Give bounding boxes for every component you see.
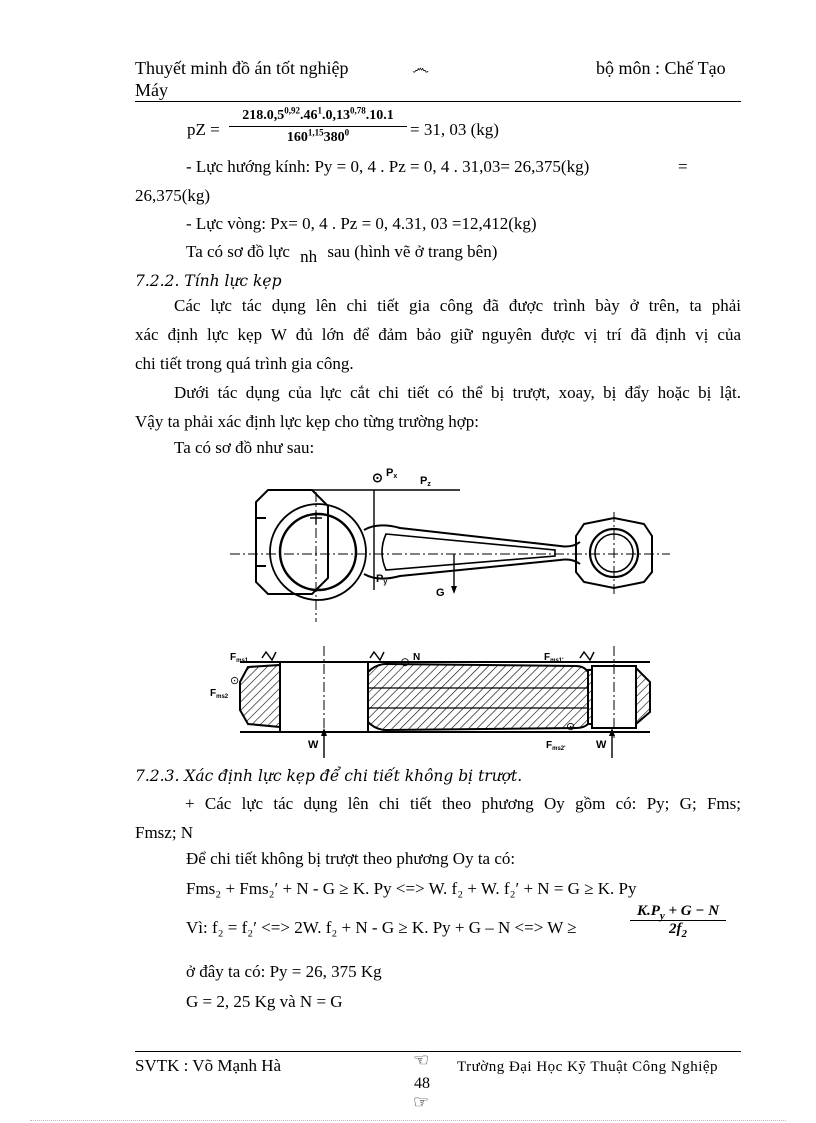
top-center-lines [230,492,670,622]
formula-pz-denominator [229,127,407,146]
formula-pz-numerator [229,105,407,127]
footer-left: SVTK : Võ Mạnh Hà [135,1056,282,1075]
exp-den-b: 0 [344,127,350,138]
p1-line2: xác định lực kẹp W đủ lớn để đảm bảo giữ nguyên được vị trí đã định vị của [135,325,741,344]
header-right: bộ môn : Chế Tạo [596,58,726,78]
line-py-eq: = [678,157,688,176]
label-w2: W [596,739,607,751]
formula-pz-lhs: pZ = [187,120,220,139]
num-b: .46 [300,108,318,123]
label-fms2p: $F_{ms2'}$ [546,740,566,752]
section-723-title: 7.2.3. Xác định lực kẹp để chi tiết không bị trượt. [135,767,523,785]
eq2-num-sub: y [659,910,665,922]
p1-line3: chi tiết trong quá trình gia công. [135,354,354,373]
exp-a: 0,92 [284,105,300,116]
eq2-num: K.P [636,903,660,919]
exp-c: 0,78 [350,105,366,116]
eq2-num-rest: + G − N [664,903,720,919]
circle-dot-icon-left: ⊙ [230,675,240,687]
den-a: 160 [286,130,308,145]
line-py: - Lực hướng kính: Py = 0, 4 . Pz = 0, 4 . 31,03= 26,375(kg) [186,157,590,176]
equation-1: Fms₂ + Fms₂′ + N - G ≥ K. Py <=> W. f₂ + W. f₂′ + N = G ≥ K. Py [186,879,637,898]
line-py-cont: 26,375(kg) [135,186,211,205]
eq2-numerator [630,903,726,921]
circle-dot-icon-n: ⊙ [400,655,411,669]
diagram-ref-b: nh [300,247,318,266]
num-c: .0,13 [322,108,350,123]
p723-line2: Fmsz; N [135,823,194,842]
eq2-den-sub: 2 [681,928,687,940]
formula-pz-fraction [229,105,407,146]
footer-page-number: 48 [414,1075,430,1092]
label-w1: W [308,739,319,751]
section-723-para2: Để chi tiết không bị trượt theo phương Oy ta có: [186,849,516,868]
footer-rule [135,1051,741,1052]
line-diagram-ref [186,242,498,266]
label-n: N [413,652,421,663]
num-a: 218.0,5 [242,108,285,123]
label-fms2: $F_{ms2}$ [210,688,229,700]
section-722-title: 7.2.2. Tính lực kẹp [135,272,282,290]
footer-next-icon[interactable]: ☞ [413,1092,430,1112]
diagram-ref-c: sau (hình vẽ ở trang bên) [327,242,498,261]
diagram-ref-a: Ta có sơ đồ lực [186,242,290,261]
exp-b: 1 [317,105,322,116]
section-723-para1 [135,789,741,847]
header-ornament-icon: ෴ [412,58,430,78]
label-fms1: $F_{ms1}$ [230,652,249,664]
side-view [240,652,650,732]
num-d: .10.1 [365,108,394,123]
section-722-para3: Ta có sơ đồ như sau: [174,438,315,457]
p2-line1: Dưới tác dụng của lực cắt chi tiết có thể bị trượt, xoay, bị đẩy hoặc bị lật. [174,383,741,402]
footer-right: Trường Đại Học Kỹ Thuật Công Nghiệp [457,1059,719,1075]
label-g: G [436,587,445,599]
line-px: - Lực vòng: Px= 0, 4 . Pz = 0, 4.31, 03 =12,412(kg) [186,214,537,233]
den-b: 380 [323,130,345,145]
p723-line1: + Các lực tác dụng lên chi tiết theo phương Oy gồm có: Py; G; Fms; [185,794,741,813]
section-722-para1 [135,291,741,378]
p1-line1: Các lực tác dụng lên chi tiết gia công đã được trình bày ở trên, ta phải [174,296,741,315]
connecting-rod-figure [200,462,680,762]
circle-dot-icon-right: ⊙ [566,721,576,733]
label-pz: Pz [420,475,431,488]
force-g-arrowhead [451,586,457,594]
page-bottom-guide [30,1120,786,1121]
header-left: Thuyết minh đồ án tốt nghiệp [135,58,349,78]
eq2-denominator [630,921,726,938]
footer-prev-icon[interactable]: ☜ [413,1050,430,1070]
p2-line2: Vậy ta phải xác định lực kẹp cho từng trường hợp: [135,412,479,431]
label-py: Py [376,573,388,586]
section-722-para2 [135,378,741,436]
formula-pz-result: = 31, 03 (kg) [410,120,499,139]
line-py-value: ở đây ta có: Py = 26, 375 Kg [186,962,382,981]
exp-den-a: 1,15 [307,127,324,138]
eq2-den: 2f [669,921,682,937]
circle-dot-icon-px: ⊙ [372,470,383,485]
header-left-cont: Máy [135,80,168,100]
label-fms1p: $F_{ms1'}$ [544,652,564,664]
equation-2-fraction [630,903,726,938]
equation-2: Vì: f₂ = f₂′ <=> 2W. f₂ + N - G ≥ K. Py + G – N <=> W ≥ [186,918,577,937]
label-px: Px [386,467,398,480]
header-rule [135,101,741,102]
line-g-value: G = 2, 25 Kg và N = G [186,992,343,1011]
